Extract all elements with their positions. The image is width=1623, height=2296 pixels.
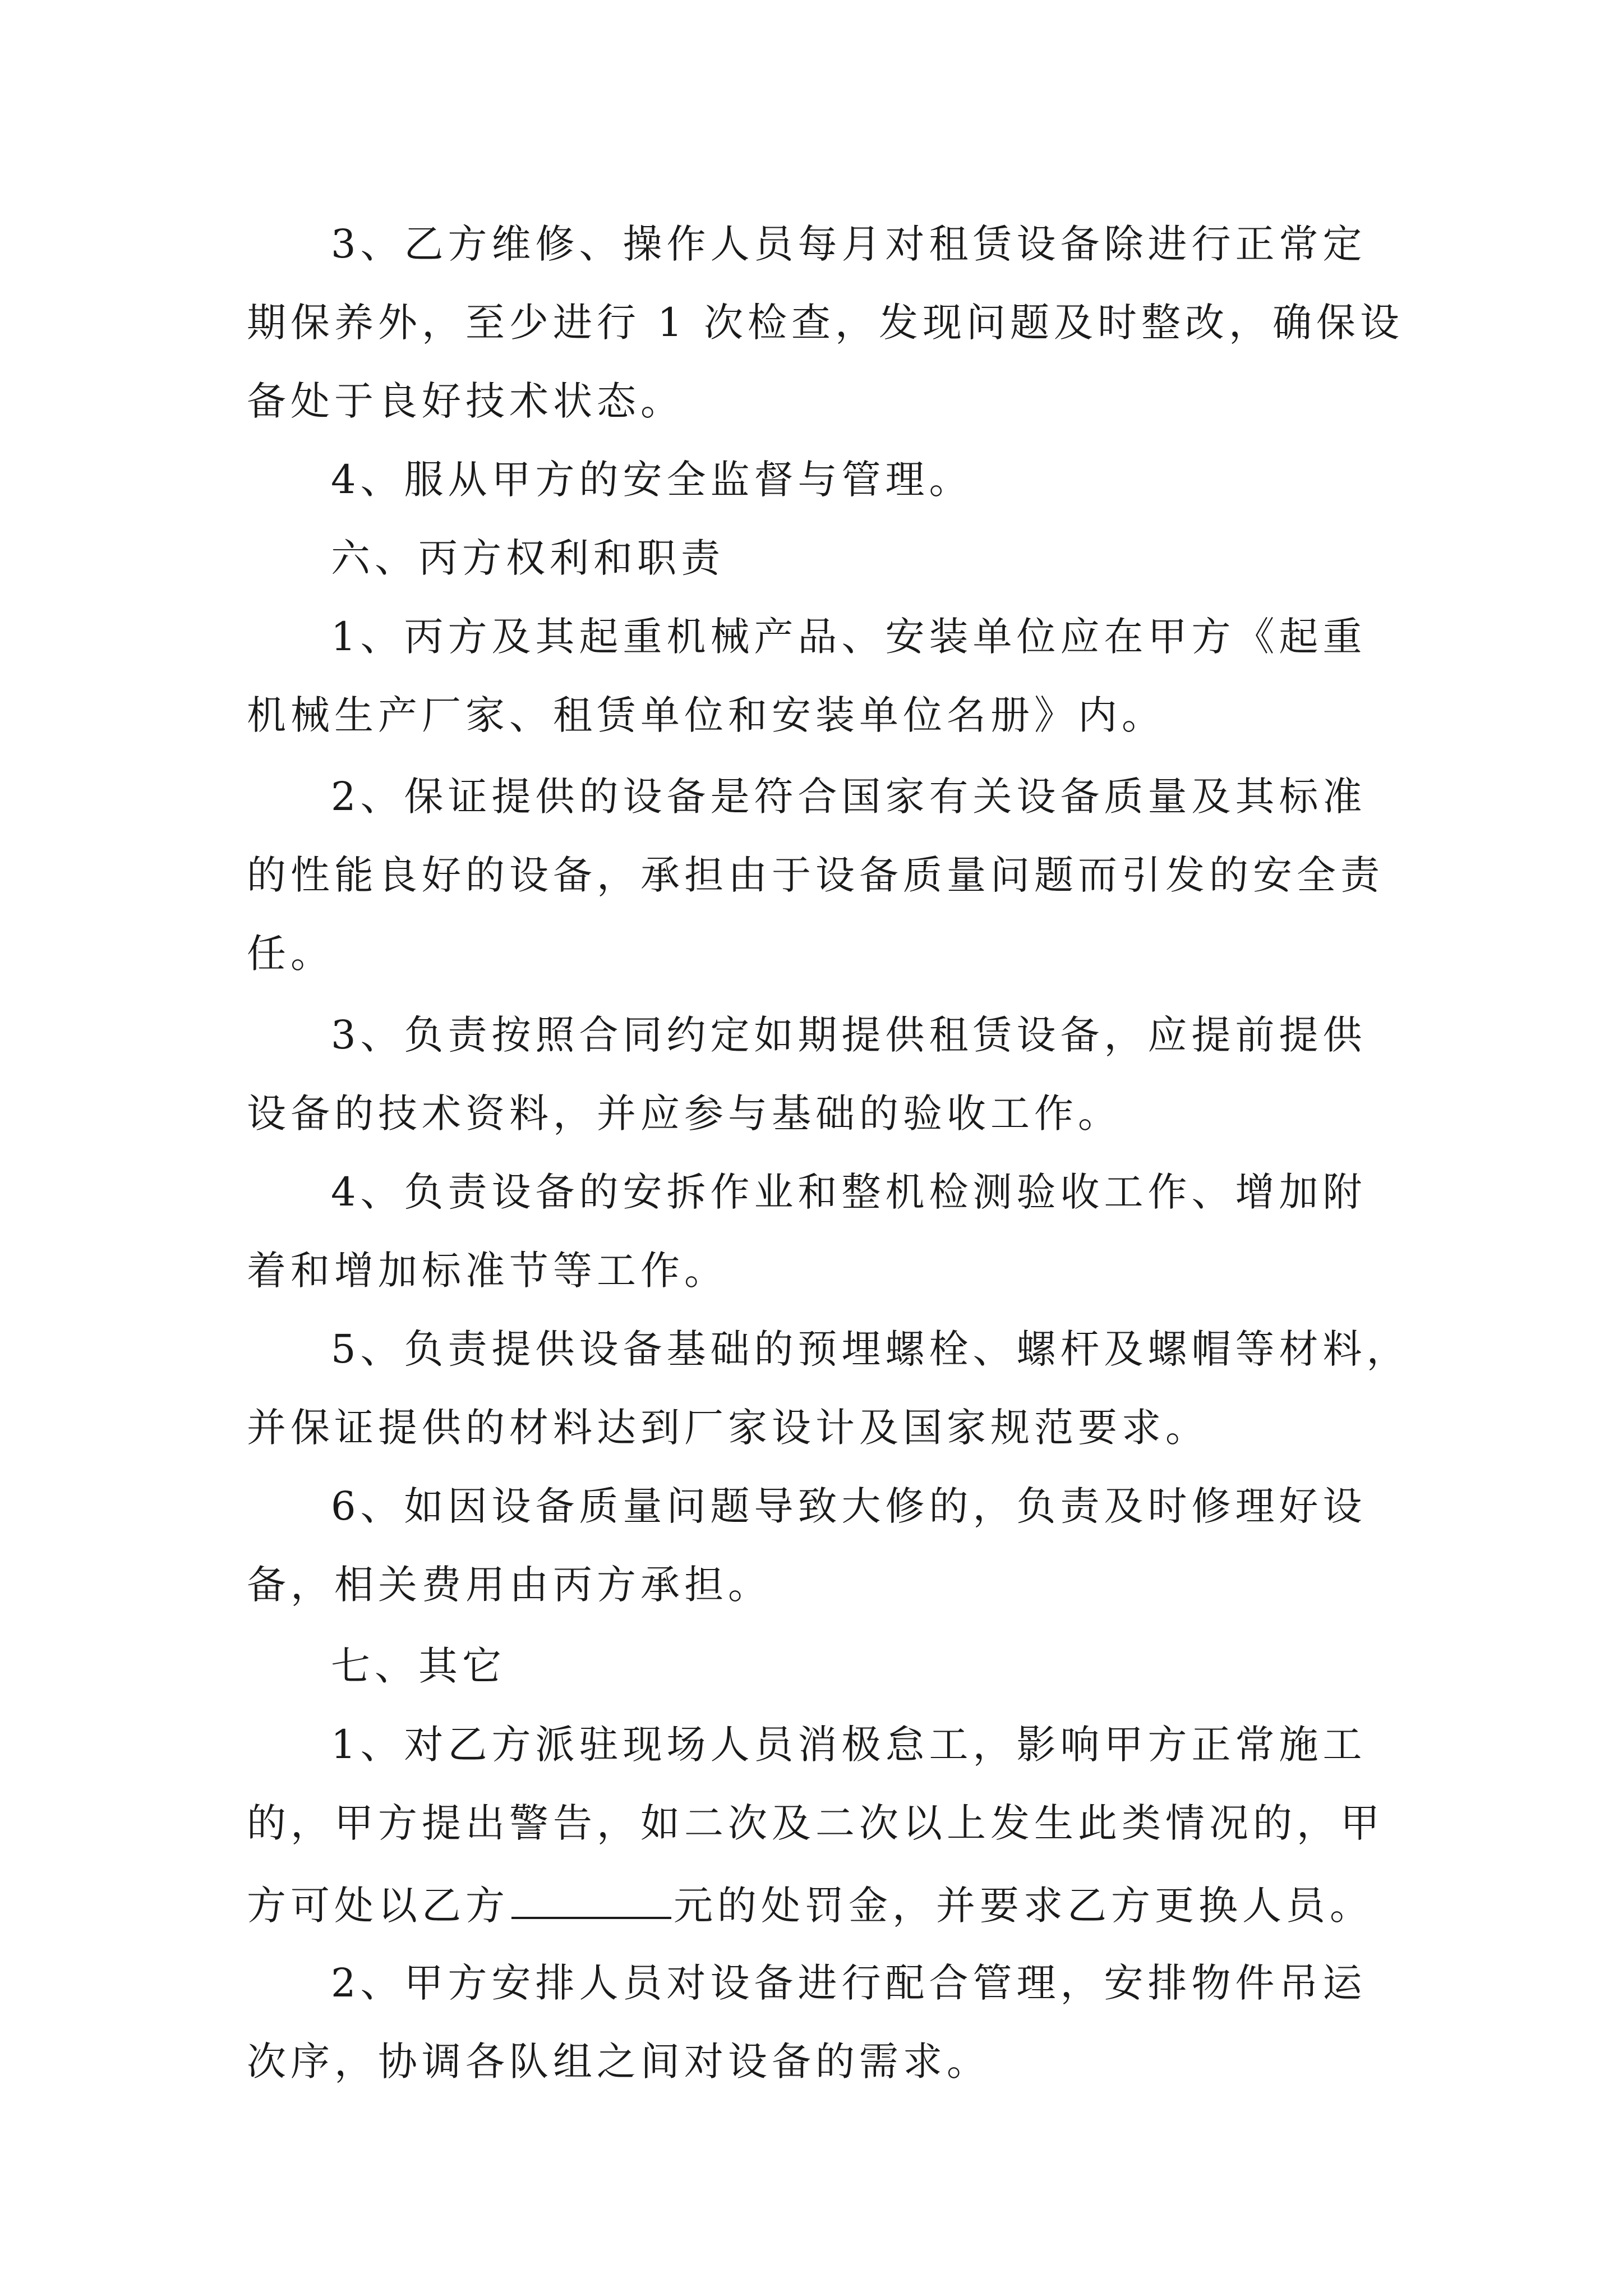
section-6-clause-4-line-2: 着和增加标准节等工作。 <box>247 1248 728 1294</box>
section-6-clause-6-line-2: 备，相关费用由丙方承担。 <box>247 1562 772 1608</box>
clause-3-line-2: 期保养外，至少进行 1 次检查，发现问题及时整改，确保设 <box>247 300 1404 346</box>
section-6-clause-2-line-2: 的性能良好的设备，承担由于设备质量问题而引发的安全责 <box>247 852 1384 898</box>
clause-3-line-1: 3、乙方维修、操作人员每月对租赁设备除进行正常定 <box>331 221 1367 267</box>
penalty-text-before: 方可处以乙方 <box>247 1883 509 1929</box>
section-6-clause-2-line-1: 2、保证提供的设备是符合国家有关设备质量及其标准 <box>331 774 1367 820</box>
section-7-heading: 七、其它 <box>331 1643 506 1689</box>
penalty-amount-blank <box>511 1882 671 1919</box>
penalty-text-after: 元的处罚金，并要求乙方更换人员。 <box>674 1883 1373 1929</box>
section-6-clause-2-line-3: 任。 <box>247 931 334 977</box>
section-7-clause-1-line-2: 的，甲方提出警告，如二次及二次以上发生此类情况的，甲 <box>247 1800 1384 1846</box>
section-6-heading: 六、丙方权利和职责 <box>331 535 725 581</box>
section-6-clause-3-line-1: 3、负责按照合同约定如期提供租赁设备，应提前提供 <box>331 1012 1367 1058</box>
section-6-clause-1-line-2: 机械生产厂家、租赁单位和安装单位名册》内。 <box>247 692 1165 738</box>
section-6-clause-1-line-1: 1、丙方及其起重机械产品、安装单位应在甲方《起重 <box>331 614 1367 660</box>
section-7-clause-1-line-1: 1、对乙方派驻现场人员消极怠工，影响甲方正常施工 <box>331 1722 1367 1768</box>
section-7-clause-1-line-3 <box>247 1882 1373 1929</box>
section-7-clause-2-line-2: 次序，协调各队组之间对设备的需求。 <box>247 2039 990 2085</box>
section-6-clause-5-line-1: 5、负责提供设备基础的预埋螺栓、螺杆及螺帽等材料， <box>331 1326 1410 1372</box>
section-6-clause-4-line-1: 4、负责设备的安拆作业和整机检测验收工作、增加附 <box>331 1169 1367 1215</box>
section-6-clause-3-line-2: 设备的技术资料，并应参与基础的验收工作。 <box>247 1091 1122 1137</box>
section-6-clause-5-line-2: 并保证提供的材料达到厂家设计及国家规范要求。 <box>247 1405 1209 1451</box>
clause-4-line-1: 4、服从甲方的安全监督与管理。 <box>331 457 973 503</box>
section-6-clause-6-line-1: 6、如因设备质量问题导致大修的，负责及时修理好设 <box>331 1483 1367 1529</box>
section-7-clause-2-line-1: 2、甲方安排人员对设备进行配合管理，安排物件吊运 <box>331 1960 1367 2006</box>
clause-3-line-3: 备处于良好技术状态。 <box>247 378 684 424</box>
